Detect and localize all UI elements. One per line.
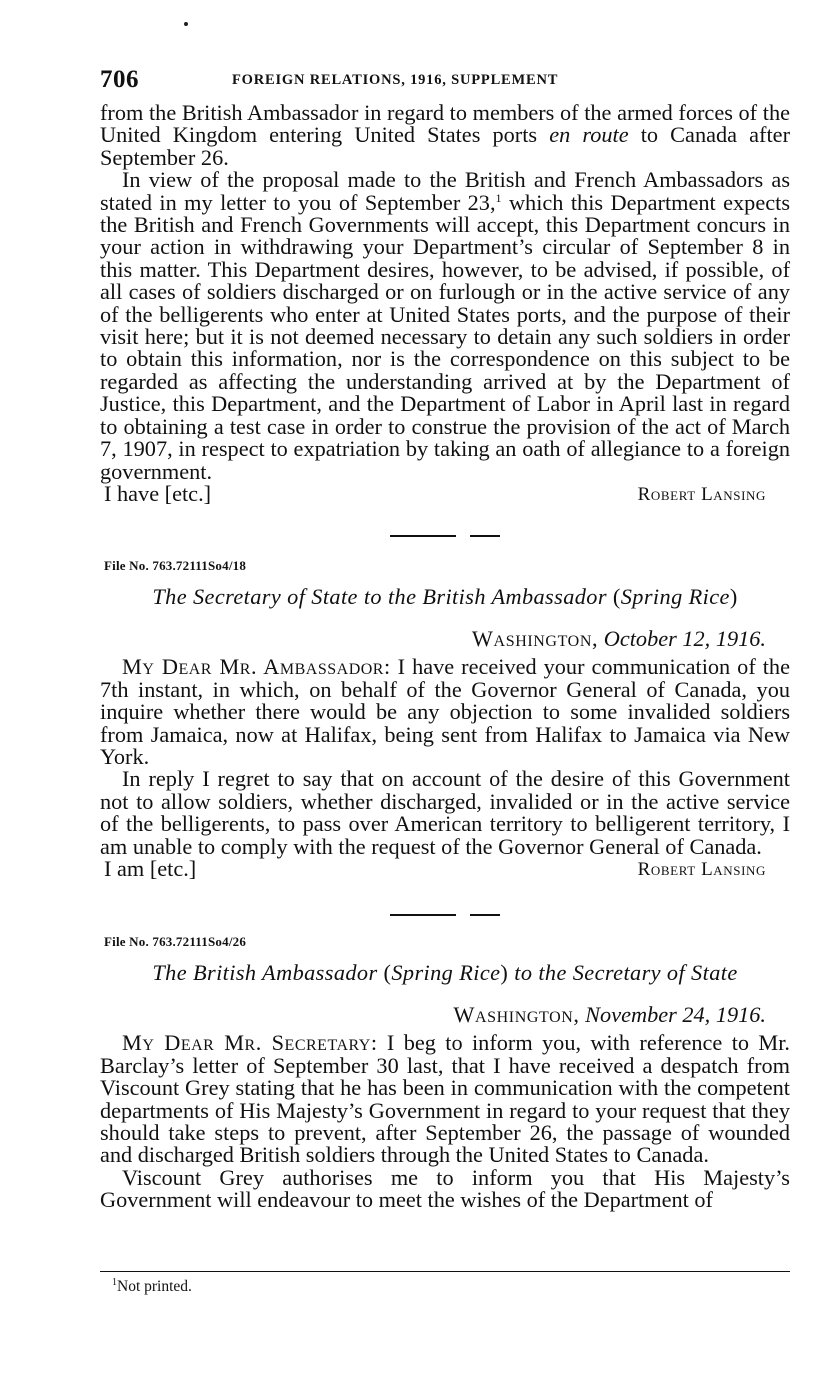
page-header — [100, 66, 790, 102]
letter-closing — [100, 855, 790, 881]
print-speck — [184, 22, 188, 26]
footnote — [112, 1278, 192, 1296]
dateline — [100, 626, 790, 652]
document-title: The British Ambassador (Spring Rice) to the Secretary of State — [152, 960, 738, 986]
letter-closing — [100, 480, 790, 506]
closing-formula: I have [etc.] — [104, 480, 212, 506]
dateline-place: Washington, — [453, 1002, 580, 1028]
footnote-ref: 1 — [495, 190, 502, 205]
signature: Robert Lansing — [637, 483, 766, 505]
body-paragraph: In reply I regret to say that on account of the desire of this Government not to allow soldiers, whether discharged, invalided or in the active service of the belligerents, to pass over American territory to belligerent territory, I am unable to comply with the request of the Governor General of Canada. — [100, 766, 790, 859]
closing-formula: I am [etc.] — [104, 855, 197, 881]
section-divider — [390, 535, 500, 537]
body-paragraph: My Dear Mr. Ambassador: I have received your communication of the 7th instant, in which, on behalf of the Governor General of Canada, you inquire whether there would be any objection to some invalided soldiers from Jamaica, now at Halifax, being sent from Halifax to Jamaica via New York. — [100, 654, 790, 769]
dateline-date: October 12, 1916. — [603, 626, 766, 652]
continued-paragraph: from the British Ambassador in regard to members of the armed forces of the United Kingdom entering United States ports en route to Canada after September 26. — [100, 100, 790, 170]
dateline-date: November 24, 1916. — [585, 1002, 766, 1028]
italic-phrase: en route — [549, 122, 629, 148]
document-title: The Secretary of State to the British Ambassador (Spring Rice) — [152, 584, 738, 610]
body-paragraph: In view of the proposal made to the British and French Ambassadors as stated in my letter to you of September 23,$^1$ which this Department expects the British and French Governments will accept, this Department concurs in your action in withdrawing your Department’s circular of September 8 in this matter. This Department desires, however, to be advised, if possible, of all cases of soldiers discharged or on furlough or in the active service of any of the belligerents who enter at United States ports, and the purpose of their visit here; but it is not deemed necessary to detain any such soldiers in order to obtain this information, nor is the correspondence on this subject to be regarded as affecting the understanding arrived at by the Department of Justice, this Department, and the Department of Labor in April last in regard to obtaining a test case in order to construe the provision of the act of March 7, 1907, in respect to expatriation by taking an oath of allegiance to a foreign government. — [100, 167, 790, 484]
document-page — [100, 66, 790, 1212]
running-head: FOREIGN RELATIONS, 1916, SUPPLEMENT — [232, 72, 559, 88]
body-paragraph: My Dear Mr. Secretary: I beg to inform you, with reference to Mr. Barclay’s letter of September 30 last, that I have received a despatch from Viscount Grey stating that he has been in communication with the competent departments of His Majesty’s Government in regard to your request that they should take steps to prevent, after September 26, the passage of wounded and discharged British soldiers through the United States to Canada. — [100, 1030, 791, 1168]
salutation: My Dear Mr. Ambassador: — [122, 654, 391, 680]
footnote-marker: 1 — [112, 1277, 117, 1288]
footnote-divider — [100, 1271, 790, 1272]
section-divider — [390, 914, 500, 916]
page-number: 706 — [100, 66, 139, 93]
file-number: File No. 763.72111So4/18 — [104, 558, 247, 574]
signature: Robert Lansing — [637, 858, 766, 880]
dateline — [100, 1002, 790, 1028]
salutation: My Dear Mr. Secretary: — [122, 1030, 378, 1056]
file-number: File No. 763.72111So4/26 — [104, 934, 247, 950]
body-paragraph: Viscount Grey authorises me to inform you that His Majesty’s Government will endeavour to meet the wishes of the Department of — [100, 1164, 790, 1213]
dateline-place: Washington, — [471, 626, 599, 652]
footnote-text: Not printed. — [117, 1278, 192, 1295]
